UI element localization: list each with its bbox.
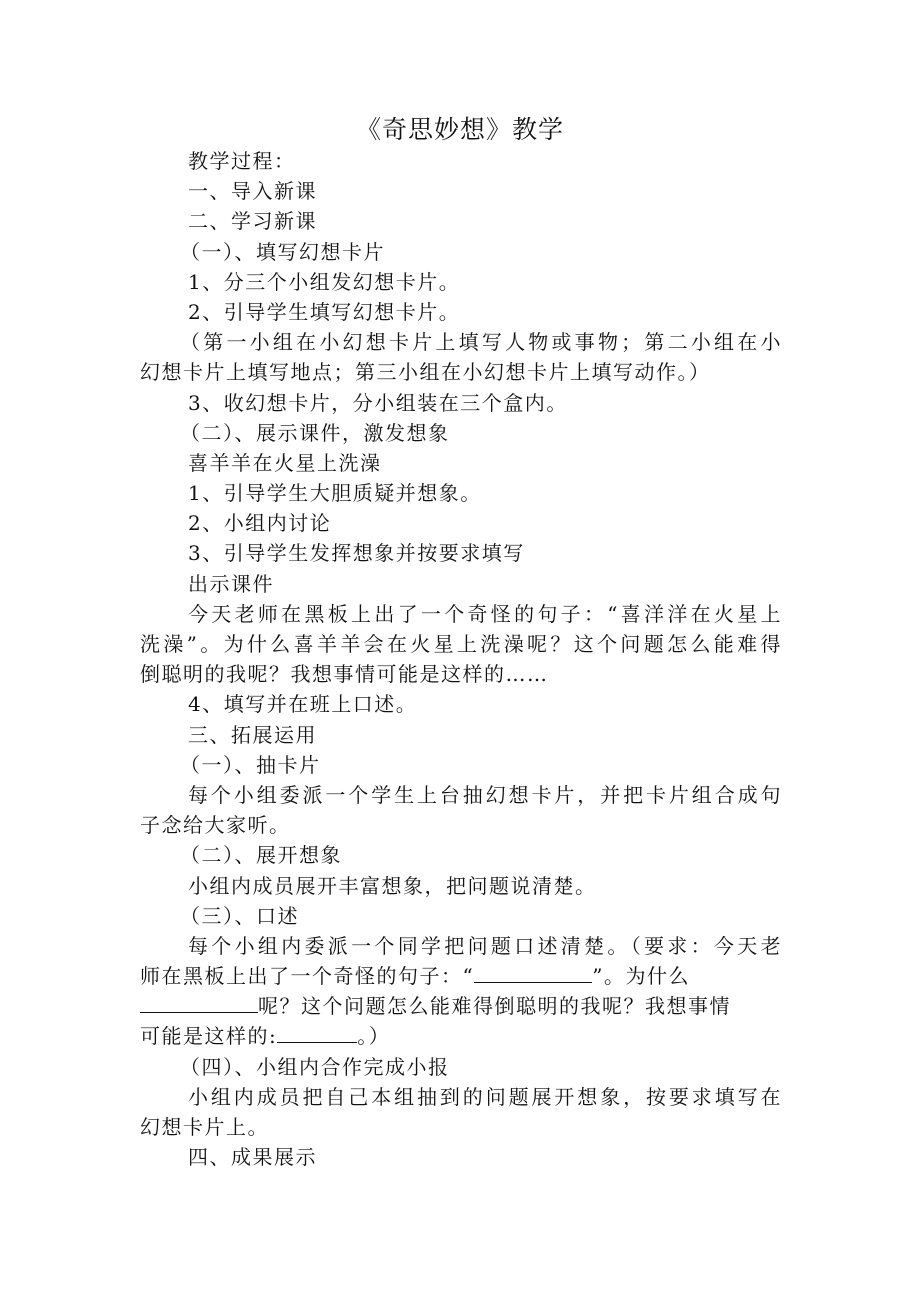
list-item: 1、分三个小组发幻想卡片。 bbox=[188, 269, 461, 294]
paragraph-line-with-blanks bbox=[140, 961, 782, 991]
paragraph-line: 小组内成员把自己本组抽到的问题展开想象，按要求填写在 bbox=[188, 1084, 782, 1109]
paragraph-line: 幻想卡片上。 bbox=[140, 1115, 269, 1139]
document-body bbox=[140, 146, 782, 1172]
paragraph-line-with-blanks bbox=[140, 1021, 782, 1051]
section-heading: 三、拓展运用 bbox=[188, 722, 317, 747]
paragraph-line: 小组内成员展开丰富想象，把问题说清楚。 bbox=[188, 873, 597, 898]
subsection-heading: （二）、展开想象 bbox=[180, 843, 342, 868]
list-item: 1、引导学生大胆质疑并想象。 bbox=[188, 481, 482, 506]
subsection-heading: （一）、抽卡片 bbox=[180, 752, 321, 777]
paragraph-line: 教学过程： bbox=[188, 149, 296, 173]
text-segment: 可能是这样的: bbox=[140, 1024, 278, 1049]
paragraph-line: 幻想卡片上填写地点；第三小组在小幻想卡片上填写动作。） bbox=[140, 360, 711, 385]
paragraph-line: 倒聪明的我呢？我想事情可能是这样的…… bbox=[140, 662, 549, 687]
paragraph-line: 出示课件 bbox=[188, 571, 274, 596]
paragraph-line: 子念给大家听。 bbox=[140, 813, 291, 838]
section-heading: 四、成果展示 bbox=[188, 1145, 317, 1170]
paragraph-line-with-blanks bbox=[140, 991, 782, 1021]
text-segment: 师在黑板上出了一个奇怪的句子：“ bbox=[140, 964, 475, 989]
list-item: 2、引导学生填写幻想卡片。 bbox=[188, 299, 461, 324]
list-item: 2、小组内讨论 bbox=[188, 511, 332, 536]
document-title: 《奇思妙想》教学 bbox=[355, 115, 564, 144]
text-segment: ”。为什么 bbox=[592, 964, 690, 989]
fill-blank bbox=[140, 994, 258, 1013]
subsection-heading: （四）、小组内合作完成小报 bbox=[180, 1054, 450, 1079]
paragraph-line: 每个小组委派一个学生上台抽幻想卡片，并把卡片组合成句 bbox=[188, 782, 782, 807]
subsection-heading: （一）、填写幻想卡片 bbox=[180, 239, 385, 264]
text-segment: 。） bbox=[357, 1024, 391, 1049]
fill-blank bbox=[474, 964, 592, 983]
paragraph-line: 每个小组内委派一个同学把问题口述清楚。（要求：今天老 bbox=[188, 933, 782, 958]
paragraph-line: 喜羊羊在火星上洗澡 bbox=[188, 450, 382, 475]
section-heading: 一、导入新课 bbox=[188, 179, 317, 204]
paragraph-line: （第一小组在小幻想卡片上填写人物或事物；第二小组在小 bbox=[180, 330, 782, 355]
paragraph-line: 洗澡”。为什么喜羊羊会在火星上洗澡呢？这个问题怎么能难得 bbox=[140, 632, 782, 656]
section-heading: 二、学习新课 bbox=[188, 209, 317, 234]
fill-blank bbox=[277, 1024, 357, 1043]
paragraph-line: 今天老师在黑板上出了一个奇怪的句子：“喜洋洋在火星上 bbox=[188, 601, 782, 626]
list-item: 4、填写并在班上口述。 bbox=[188, 692, 418, 717]
subsection-heading: （二）、展示课件，激发想象 bbox=[180, 420, 450, 445]
text-segment: 呢？这个问题怎么能难得倒聪明的我呢？我想事情 bbox=[258, 994, 731, 1019]
list-item: 3、收幻想卡片，分小组装在三个盒内。 bbox=[188, 390, 568, 415]
subsection-heading: （三）、口述 bbox=[180, 903, 299, 928]
list-item: 3、引导学生发挥想象并按要求填写 bbox=[188, 541, 525, 566]
